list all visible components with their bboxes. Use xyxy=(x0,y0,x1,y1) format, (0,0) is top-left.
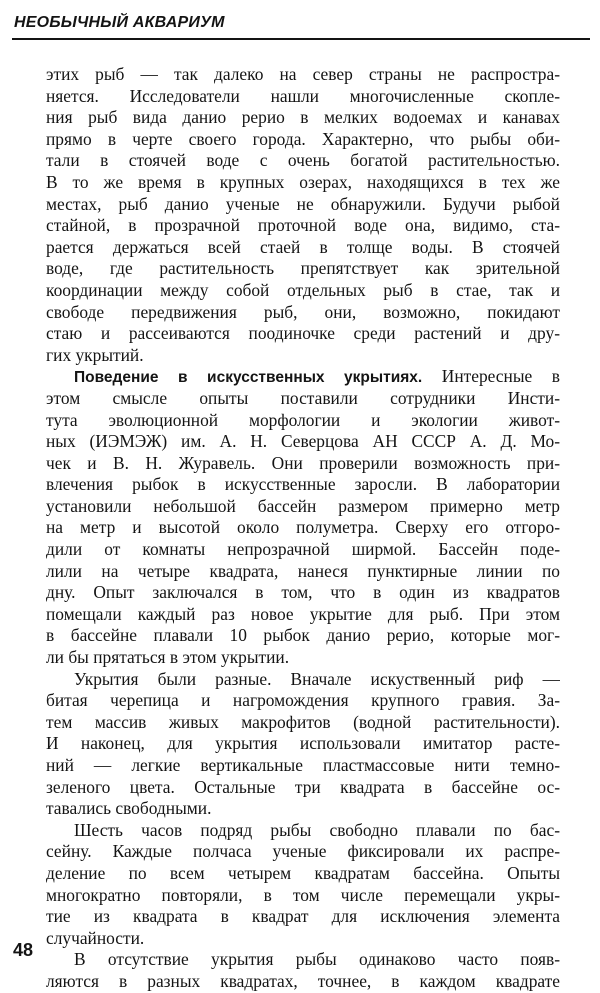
text-line: чек и В. Н. Журавель. Они проверили возможность при- xyxy=(46,452,560,473)
text-line: дну. Опыт заключался в том, что в один из квадратов xyxy=(46,582,560,603)
text-line: в бассейне плавали 10 рыбок данио рерио, которые мог- xyxy=(46,625,560,646)
text-line: деление по всем четырем квадратам бассейна. Опыты xyxy=(46,862,560,883)
text-line: этом смысле опыты поставили сотрудники Инсти- xyxy=(46,387,560,408)
text-line: лили на четыре квадрата, нанеся пунктирные линии по xyxy=(46,560,560,581)
text-line: рается держаться всей стаей в толще воды. В стоячей xyxy=(46,236,560,257)
text-line: случайности. xyxy=(46,927,145,948)
text-line: этих рыб — так далеко на север страны не распростра- xyxy=(46,64,560,84)
text-line: Укрытия были разные. Вначале искуственный риф — xyxy=(74,668,560,689)
running-header xyxy=(12,6,590,40)
text-line: ных (ИЭМЭЖ) им. А. Н. Северцова АН СССР А. Д. Мо- xyxy=(46,431,560,452)
paragraph-2 xyxy=(46,366,560,668)
text-line: И наконец, для укрытия использовали имитатор расте- xyxy=(46,733,560,754)
text-line: помещали каждый раз новое укрытие для рыб. При этом xyxy=(46,603,560,624)
text-line-rest: Интересные в xyxy=(422,366,560,387)
paragraph-1 xyxy=(46,64,560,366)
text-line: ния рыб вида данио рерио в мелких водоемах и канавах xyxy=(46,107,560,128)
text-line: влечения рыбок в искусственные заросли. В лаборатории xyxy=(46,474,560,495)
text-line: тие из квадрата в квадрат для исключения элемента xyxy=(46,906,560,927)
text-line: тем массив живых макрофитов (водной растительности). xyxy=(46,711,560,732)
text-line: воде, где растительность препятствует как зрительной xyxy=(46,258,560,279)
body-text xyxy=(46,64,560,993)
paragraph-3 xyxy=(46,669,560,820)
text-line-with-run-head xyxy=(46,366,560,388)
text-line: многократно повторяли, в том числе перемещали укры- xyxy=(46,884,560,905)
running-header-title: НЕОБЫЧНЫЙ АКВАРИУМ xyxy=(14,14,225,31)
run-in-heading: Поведение в искусственных укрытиях. xyxy=(74,369,423,387)
text-line: В отсутствие укрытия рыбы одинаково часто появ- xyxy=(74,949,560,970)
text-line: В то же время в крупных озерах, находящихся в тех же xyxy=(46,171,560,192)
text-line: ли бы прятаться в этом укрытии. xyxy=(46,647,290,668)
text-line: тали в стоячей воде с очень богатой растительностью. xyxy=(46,150,560,171)
text-line: дили от комнаты непрозрачной ширмой. Бассейн поде- xyxy=(46,539,560,560)
text-line: ний — легкие вертикальные пластмассовые нити темно- xyxy=(46,755,560,775)
text-line: тута эволюционной морфологии и экологии живот- xyxy=(46,409,560,430)
text-line: гих укрытий. xyxy=(46,344,144,365)
text-line: свободе передвижения рыб, они, возможно, покидают xyxy=(46,301,560,322)
paragraph-4 xyxy=(46,820,560,950)
text-line: ляются в разных квадратах, точнее, в каждом квадрате xyxy=(46,970,560,991)
text-line: битая черепица и нагромождения крупного гравия. За- xyxy=(46,690,560,711)
text-line: прямо в черте своего города. Характерно, что рыбы оби- xyxy=(46,128,560,149)
text-line: стайной, в прозрачной проточной воде она, видимо, ста- xyxy=(46,215,560,236)
text-line: сейну. Каждые полчаса ученые фиксировали их распре- xyxy=(46,841,560,862)
text-line: стаю и рассеиваются поодиночке среди растений и дру- xyxy=(46,323,560,344)
text-line: зеленого цвета. Остальные три квадрата в бассейне ос- xyxy=(46,776,560,797)
text-line: тавались свободными. xyxy=(46,798,212,819)
text-line: местах, рыб данио ученые не обнаружили. Будучи рыбой xyxy=(46,193,560,214)
text-line: координации между собой отдельных рыб в стае, так и xyxy=(46,279,560,300)
text-line: на метр и высотой около полуметра. Сверху его отгоро- xyxy=(46,517,560,538)
text-line: Шесть часов подряд рыбы свободно плавали по бас- xyxy=(74,819,560,840)
page-number: 48 xyxy=(13,940,34,960)
paragraph-5 xyxy=(46,949,560,992)
text-line: няется. Исследователи нашли многочисленные скопле- xyxy=(46,85,560,106)
text-line: установили небольшой бассейн размером примерно метр xyxy=(46,495,560,516)
